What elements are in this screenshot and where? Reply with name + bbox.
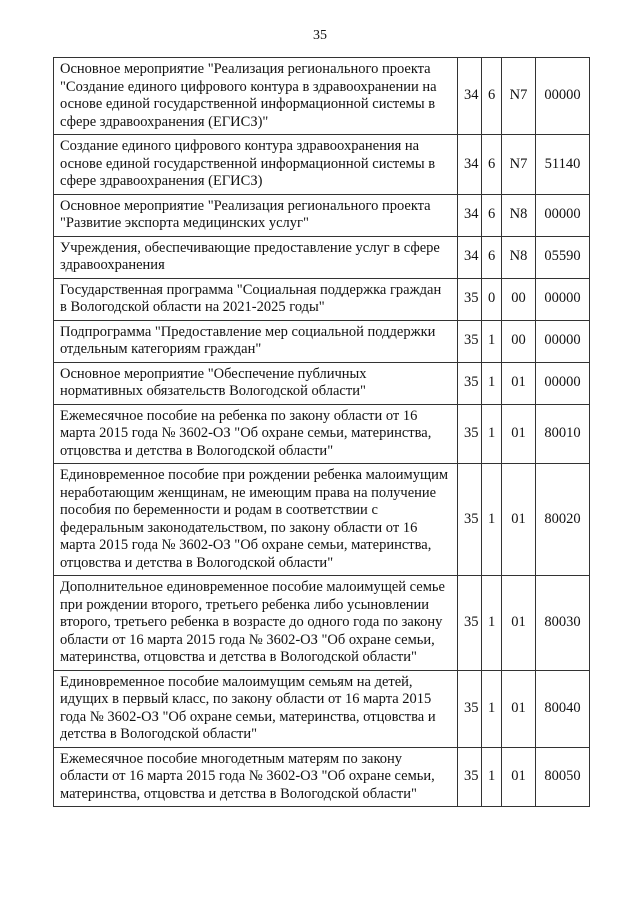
- activity-code: 00: [502, 278, 536, 320]
- row-name: Основное мероприятие "Обеспечение публичных нормативных обязательств Вологодской области": [54, 362, 458, 404]
- subprogram-code: 6: [482, 236, 502, 278]
- activity-code: 01: [502, 576, 536, 671]
- row-name: Ежемесячное пособие на ребенка по закону области от 16 марта 2015 года № 3602-ОЗ "Об охране семьи, материнства, отцовства и детства в Вологодской области": [54, 404, 458, 464]
- table-row: [54, 404, 590, 464]
- program-code: 34: [458, 58, 482, 135]
- subprogram-code: 1: [482, 362, 502, 404]
- direction-code: 80030: [536, 576, 590, 671]
- table-row: [54, 58, 590, 135]
- program-code: 34: [458, 194, 482, 236]
- program-code: 35: [458, 362, 482, 404]
- table-row: [54, 670, 590, 747]
- subprogram-code: 0: [482, 278, 502, 320]
- program-code: 34: [458, 135, 482, 195]
- program-code: 35: [458, 464, 482, 576]
- row-name: Основное мероприятие "Реализация регионального проекта "Создание единого цифрового контура в здравоохранении на основе единой государственной информационной системы в сфере здравоохранения (ЕГИСЗ)": [54, 58, 458, 135]
- subprogram-code: 1: [482, 320, 502, 362]
- activity-code: 01: [502, 670, 536, 747]
- table-row: [54, 320, 590, 362]
- activity-code: 00: [502, 320, 536, 362]
- program-code: 35: [458, 576, 482, 671]
- table-row: [54, 278, 590, 320]
- subprogram-code: 1: [482, 576, 502, 671]
- subprogram-code: 1: [482, 464, 502, 576]
- subprogram-code: 6: [482, 194, 502, 236]
- row-name: Создание единого цифрового контура здравоохранения на основе единой государственной информационной системы в сфере здравоохранения (ЕГИСЗ): [54, 135, 458, 195]
- direction-code: 80050: [536, 747, 590, 807]
- direction-code: 00000: [536, 278, 590, 320]
- row-name: Основное мероприятие "Реализация регионального проекта "Развитие экспорта медицинских услуг": [54, 194, 458, 236]
- program-code: 35: [458, 670, 482, 747]
- subprogram-code: 1: [482, 404, 502, 464]
- direction-code: 80010: [536, 404, 590, 464]
- table-row: [54, 236, 590, 278]
- direction-code: 80020: [536, 464, 590, 576]
- activity-code: 01: [502, 464, 536, 576]
- direction-code: 00000: [536, 58, 590, 135]
- activity-code: N8: [502, 194, 536, 236]
- program-code: 35: [458, 747, 482, 807]
- program-code: 35: [458, 278, 482, 320]
- activity-code: N7: [502, 135, 536, 195]
- program-code: 34: [458, 236, 482, 278]
- subprogram-code: 6: [482, 58, 502, 135]
- row-name: Государственная программа "Социальная поддержка граждан в Вологодской области на 2021-2025 годы": [54, 278, 458, 320]
- subprogram-code: 1: [482, 670, 502, 747]
- activity-code: N7: [502, 58, 536, 135]
- direction-code: 80040: [536, 670, 590, 747]
- row-name: Дополнительное единовременное пособие малоимущей семье при рождении второго, третьего ребенка либо усыновлении второго, третьего ребенка в возрасте до одного года по закону области от 16 марта 2015 года № 3602-ОЗ "Об охране семьи, материнства, отцовства и детства в Вологодской области": [54, 576, 458, 671]
- subprogram-code: 1: [482, 747, 502, 807]
- row-name: Единовременное пособие при рождении ребенка малоимущим неработающим женщинам, не имеющим права на получение пособия по беременности и родам в соответствии с федеральным законодательством, по закону области от 16 марта 2015 года № 3602-ОЗ "Об охране семьи, материнства, отцовства и детства в Вологодской области": [54, 464, 458, 576]
- direction-code: 05590: [536, 236, 590, 278]
- direction-code: 00000: [536, 362, 590, 404]
- table-row: [54, 576, 590, 671]
- activity-code: N8: [502, 236, 536, 278]
- page-number: 35: [313, 28, 327, 43]
- row-name: Единовременное пособие малоимущим семьям на детей, идущих в первый класс, по закону области от 16 марта 2015 года № 3602-ОЗ "Об охране семьи, материнства, отцовства и детства в Вологодской области": [54, 670, 458, 747]
- program-code: 35: [458, 404, 482, 464]
- row-name: Учреждения, обеспечивающие предоставление услуг в сфере здравоохранения: [54, 236, 458, 278]
- table-row: [54, 747, 590, 807]
- subprogram-code: 6: [482, 135, 502, 195]
- table-row: [54, 135, 590, 195]
- row-name: Ежемесячное пособие многодетным матерям по закону области от 16 марта 2015 года № 3602-ОЗ "Об охране семьи, материнства, отцовства и детства в Вологодской области": [54, 747, 458, 807]
- table-row: [54, 362, 590, 404]
- activity-code: 01: [502, 362, 536, 404]
- activity-code: 01: [502, 404, 536, 464]
- program-code: 35: [458, 320, 482, 362]
- table-row: [54, 194, 590, 236]
- row-name: Подпрограмма "Предоставление мер социальной поддержки отдельным категориям граждан": [54, 320, 458, 362]
- direction-code: 00000: [536, 194, 590, 236]
- direction-code: 00000: [536, 320, 590, 362]
- direction-code: 51140: [536, 135, 590, 195]
- budget-classification-table: [53, 57, 590, 807]
- table-row: [54, 464, 590, 576]
- activity-code: 01: [502, 747, 536, 807]
